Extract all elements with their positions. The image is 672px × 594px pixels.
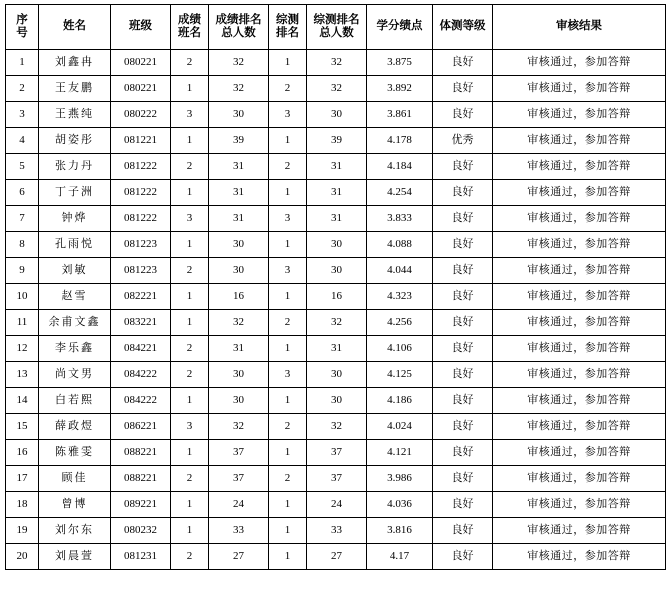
cell-class: 081221 [111,128,171,154]
cell-name: 张力丹 [39,154,111,180]
cell-result: 审核通过，参加答辩 [493,492,666,518]
cell-name: 刘尔东 [39,518,111,544]
cell-pe: 良好 [433,466,493,492]
cell-class: 080221 [111,50,171,76]
cell-result: 审核通过，参加答辩 [493,232,666,258]
cell-gpa: 3.986 [367,466,433,492]
cell-seq: 15 [6,414,39,440]
table-row [6,388,666,414]
cell-zrank: 1 [269,128,307,154]
cell-zrank-total: 33 [307,518,367,544]
cell-class: 081223 [111,232,171,258]
cell-pe: 良好 [433,336,493,362]
cell-zrank: 1 [269,180,307,206]
cell-zrank: 2 [269,310,307,336]
cell-rank: 2 [171,50,209,76]
cell-gpa: 3.892 [367,76,433,102]
cell-zrank: 1 [269,232,307,258]
cell-zrank-total: 16 [307,284,367,310]
cell-gpa: 4.256 [367,310,433,336]
cell-class: 080232 [111,518,171,544]
cell-rank: 1 [171,128,209,154]
table-header [6,5,666,50]
cell-pe: 良好 [433,544,493,570]
cell-pe: 良好 [433,362,493,388]
cell-class: 081223 [111,258,171,284]
header-gpa-line1: 学分绩点 [376,20,423,33]
header-gpa [367,5,433,50]
cell-zrank-total: 31 [307,206,367,232]
cell-gpa: 4.254 [367,180,433,206]
cell-rank-total: 31 [209,154,269,180]
cell-pe: 良好 [433,414,493,440]
header-class [111,5,171,50]
cell-rank-total: 37 [209,466,269,492]
cell-pe: 良好 [433,206,493,232]
cell-zrank-total: 32 [307,76,367,102]
cell-result: 审核通过，参加答辩 [493,544,666,570]
cell-pe: 良好 [433,388,493,414]
cell-rank: 1 [171,440,209,466]
cell-zrank-total: 39 [307,128,367,154]
cell-pe: 良好 [433,284,493,310]
cell-class: 081231 [111,544,171,570]
cell-zrank: 1 [269,492,307,518]
cell-name: 赵雪 [39,284,111,310]
cell-seq: 14 [6,388,39,414]
header-pe-line1: 体测等级 [439,20,486,33]
cell-zrank: 3 [269,258,307,284]
cell-class: 089221 [111,492,171,518]
cell-class: 081222 [111,154,171,180]
cell-zrank-total: 24 [307,492,367,518]
cell-seq: 19 [6,518,39,544]
cell-name: 薛政煜 [39,414,111,440]
cell-class: 084222 [111,362,171,388]
cell-class: 083221 [111,310,171,336]
cell-zrank-total: 37 [307,440,367,466]
cell-rank-total: 30 [209,258,269,284]
cell-name: 钟烨 [39,206,111,232]
cell-zrank-total: 30 [307,388,367,414]
cell-class: 084222 [111,388,171,414]
cell-zrank: 1 [269,284,307,310]
cell-pe: 良好 [433,154,493,180]
cell-result: 审核通过，参加答辩 [493,362,666,388]
cell-result: 审核通过，参加答辩 [493,466,666,492]
header-rank [171,5,209,50]
table-row [6,362,666,388]
cell-name: 尚文男 [39,362,111,388]
cell-pe: 良好 [433,76,493,102]
cell-result: 审核通过，参加答辩 [493,258,666,284]
cell-class: 080221 [111,76,171,102]
cell-result: 审核通过，参加答辩 [493,336,666,362]
cell-rank-total: 39 [209,128,269,154]
cell-rank-total: 32 [209,414,269,440]
cell-result: 审核通过，参加答辩 [493,284,666,310]
cell-seq: 3 [6,102,39,128]
cell-seq: 4 [6,128,39,154]
header-name [39,5,111,50]
table-row [6,128,666,154]
cell-rank: 1 [171,310,209,336]
cell-rank: 1 [171,284,209,310]
table-row [6,102,666,128]
cell-zrank-total: 32 [307,310,367,336]
cell-gpa: 3.861 [367,102,433,128]
header-row [6,5,666,50]
table-row [6,414,666,440]
cell-rank: 1 [171,492,209,518]
cell-rank: 3 [171,414,209,440]
cell-seq: 6 [6,180,39,206]
cell-class: 084221 [111,336,171,362]
cell-gpa: 4.044 [367,258,433,284]
cell-rank-total: 27 [209,544,269,570]
cell-zrank-total: 30 [307,102,367,128]
document-sheet [0,4,672,594]
cell-class: 081222 [111,206,171,232]
cell-name: 孔雨悦 [39,232,111,258]
cell-rank: 2 [171,336,209,362]
cell-zrank: 3 [269,102,307,128]
cell-gpa: 4.088 [367,232,433,258]
cell-gpa: 3.833 [367,206,433,232]
header-rank-total-line2: 总人数 [221,27,256,39]
cell-pe: 良好 [433,518,493,544]
cell-gpa: 4.125 [367,362,433,388]
cell-gpa: 4.178 [367,128,433,154]
cell-class: 082221 [111,284,171,310]
cell-rank: 2 [171,258,209,284]
table-row [6,284,666,310]
cell-zrank-total: 32 [307,50,367,76]
cell-rank: 1 [171,388,209,414]
cell-rank-total: 37 [209,440,269,466]
table-body [6,50,666,570]
cell-gpa: 4.121 [367,440,433,466]
cell-seq: 18 [6,492,39,518]
cell-rank-total: 16 [209,284,269,310]
cell-rank: 2 [171,544,209,570]
cell-rank: 2 [171,154,209,180]
cell-zrank: 1 [269,336,307,362]
header-pe [433,5,493,50]
cell-rank: 1 [171,76,209,102]
cell-gpa: 4.024 [367,414,433,440]
cell-result: 审核通过，参加答辩 [493,102,666,128]
header-rank-total [209,5,269,50]
table-row [6,154,666,180]
header-result-line1: 审核结果 [556,20,602,33]
cell-gpa: 4.184 [367,154,433,180]
cell-rank: 3 [171,102,209,128]
cell-rank-total: 30 [209,388,269,414]
cell-gpa: 4.106 [367,336,433,362]
cell-seq: 8 [6,232,39,258]
cell-seq: 13 [6,362,39,388]
table-row [6,76,666,102]
cell-seq: 5 [6,154,39,180]
cell-name: 李乐鑫 [39,336,111,362]
cell-zrank-total: 30 [307,232,367,258]
cell-pe: 良好 [433,440,493,466]
cell-zrank: 2 [269,414,307,440]
cell-seq: 2 [6,76,39,102]
cell-pe: 良好 [433,180,493,206]
cell-rank-total: 32 [209,76,269,102]
cell-name: 余甫文鑫 [39,310,111,336]
cell-seq: 9 [6,258,39,284]
table-row [6,492,666,518]
header-class-line1: 班级 [129,20,152,33]
cell-name: 丁子洲 [39,180,111,206]
cell-name: 刘敏 [39,258,111,284]
cell-seq: 20 [6,544,39,570]
cell-seq: 11 [6,310,39,336]
cell-zrank-total: 30 [307,362,367,388]
cell-rank-total: 31 [209,180,269,206]
cell-zrank-total: 27 [307,544,367,570]
cell-name: 刘晨萱 [39,544,111,570]
header-name-line1: 姓名 [63,20,86,33]
cell-seq: 1 [6,50,39,76]
table-row [6,518,666,544]
table-row [6,310,666,336]
cell-name: 曾博 [39,492,111,518]
cell-class: 088221 [111,466,171,492]
header-seq [6,5,39,50]
cell-zrank: 1 [269,518,307,544]
cell-class: 080222 [111,102,171,128]
cell-rank: 3 [171,206,209,232]
cell-result: 审核通过，参加答辩 [493,414,666,440]
cell-zrank: 2 [269,76,307,102]
cell-gpa: 4.036 [367,492,433,518]
cell-result: 审核通过，参加答辩 [493,518,666,544]
cell-rank: 1 [171,232,209,258]
cell-zrank-total: 37 [307,466,367,492]
cell-result: 审核通过，参加答辩 [493,310,666,336]
cell-name: 陈雅雯 [39,440,111,466]
cell-result: 审核通过，参加答辩 [493,388,666,414]
cell-gpa: 4.186 [367,388,433,414]
header-result [493,5,666,50]
cell-rank-total: 33 [209,518,269,544]
cell-gpa: 3.816 [367,518,433,544]
table-row [6,544,666,570]
cell-seq: 7 [6,206,39,232]
table-row [6,440,666,466]
table-row [6,466,666,492]
table-row [6,258,666,284]
cell-name: 顾佳 [39,466,111,492]
cell-zrank: 1 [269,440,307,466]
header-zrank-total [307,5,367,50]
cell-result: 审核通过，参加答辩 [493,128,666,154]
cell-zrank: 2 [269,466,307,492]
cell-result: 审核通过，参加答辩 [493,206,666,232]
cell-rank: 2 [171,362,209,388]
cell-zrank: 3 [269,362,307,388]
cell-result: 审核通过，参加答辩 [493,440,666,466]
table-row [6,206,666,232]
cell-rank-total: 30 [209,102,269,128]
table-row [6,336,666,362]
cell-zrank: 3 [269,206,307,232]
cell-rank-total: 32 [209,50,269,76]
cell-name: 白若熙 [39,388,111,414]
cell-zrank: 1 [269,50,307,76]
table-row [6,180,666,206]
cell-gpa: 3.875 [367,50,433,76]
header-zrank-total-line1: 综测排名 [313,13,360,26]
cell-seq: 10 [6,284,39,310]
cell-name: 刘鑫冉 [39,50,111,76]
cell-pe: 良好 [433,258,493,284]
cell-rank-total: 24 [209,492,269,518]
header-rank-line2: 班名 [178,27,201,39]
table-row [6,50,666,76]
cell-name: 王友鹏 [39,76,111,102]
cell-gpa: 4.323 [367,284,433,310]
cell-zrank: 1 [269,388,307,414]
header-zrank [269,5,307,50]
cell-seq: 17 [6,466,39,492]
header-seq-line2: 号 [16,27,28,39]
review-results-table [5,4,666,570]
cell-pe: 良好 [433,310,493,336]
cell-class: 086221 [111,414,171,440]
cell-name: 胡姿彤 [39,128,111,154]
cell-result: 审核通过，参加答辩 [493,50,666,76]
cell-pe: 良好 [433,102,493,128]
cell-pe: 优秀 [433,128,493,154]
cell-name: 王燕纯 [39,102,111,128]
cell-rank-total: 31 [209,336,269,362]
cell-zrank-total: 32 [307,414,367,440]
cell-pe: 良好 [433,232,493,258]
cell-rank: 1 [171,518,209,544]
cell-zrank-total: 31 [307,336,367,362]
header-rank-total-line1: 成绩排名 [215,13,262,26]
cell-zrank-total: 31 [307,154,367,180]
cell-zrank: 1 [269,544,307,570]
table-row [6,232,666,258]
cell-rank: 2 [171,466,209,492]
cell-rank: 1 [171,180,209,206]
cell-result: 审核通过，参加答辩 [493,154,666,180]
cell-class: 088221 [111,440,171,466]
header-zrank-total-line2: 总人数 [319,27,354,39]
header-zrank-line2: 排名 [276,27,299,39]
header-rank-line1: 成绩 [178,13,201,26]
header-zrank-line1: 综测 [276,13,299,26]
cell-result: 审核通过，参加答辩 [493,76,666,102]
cell-zrank-total: 31 [307,180,367,206]
cell-zrank: 2 [269,154,307,180]
cell-rank-total: 31 [209,206,269,232]
cell-result: 审核通过，参加答辩 [493,180,666,206]
cell-class: 081222 [111,180,171,206]
cell-rank-total: 30 [209,232,269,258]
header-seq-line1: 序 [16,13,28,26]
cell-rank-total: 32 [209,310,269,336]
cell-zrank-total: 30 [307,258,367,284]
cell-seq: 12 [6,336,39,362]
cell-pe: 良好 [433,492,493,518]
cell-rank-total: 30 [209,362,269,388]
cell-seq: 16 [6,440,39,466]
cell-pe: 良好 [433,50,493,76]
cell-gpa: 4.17 [367,544,433,570]
